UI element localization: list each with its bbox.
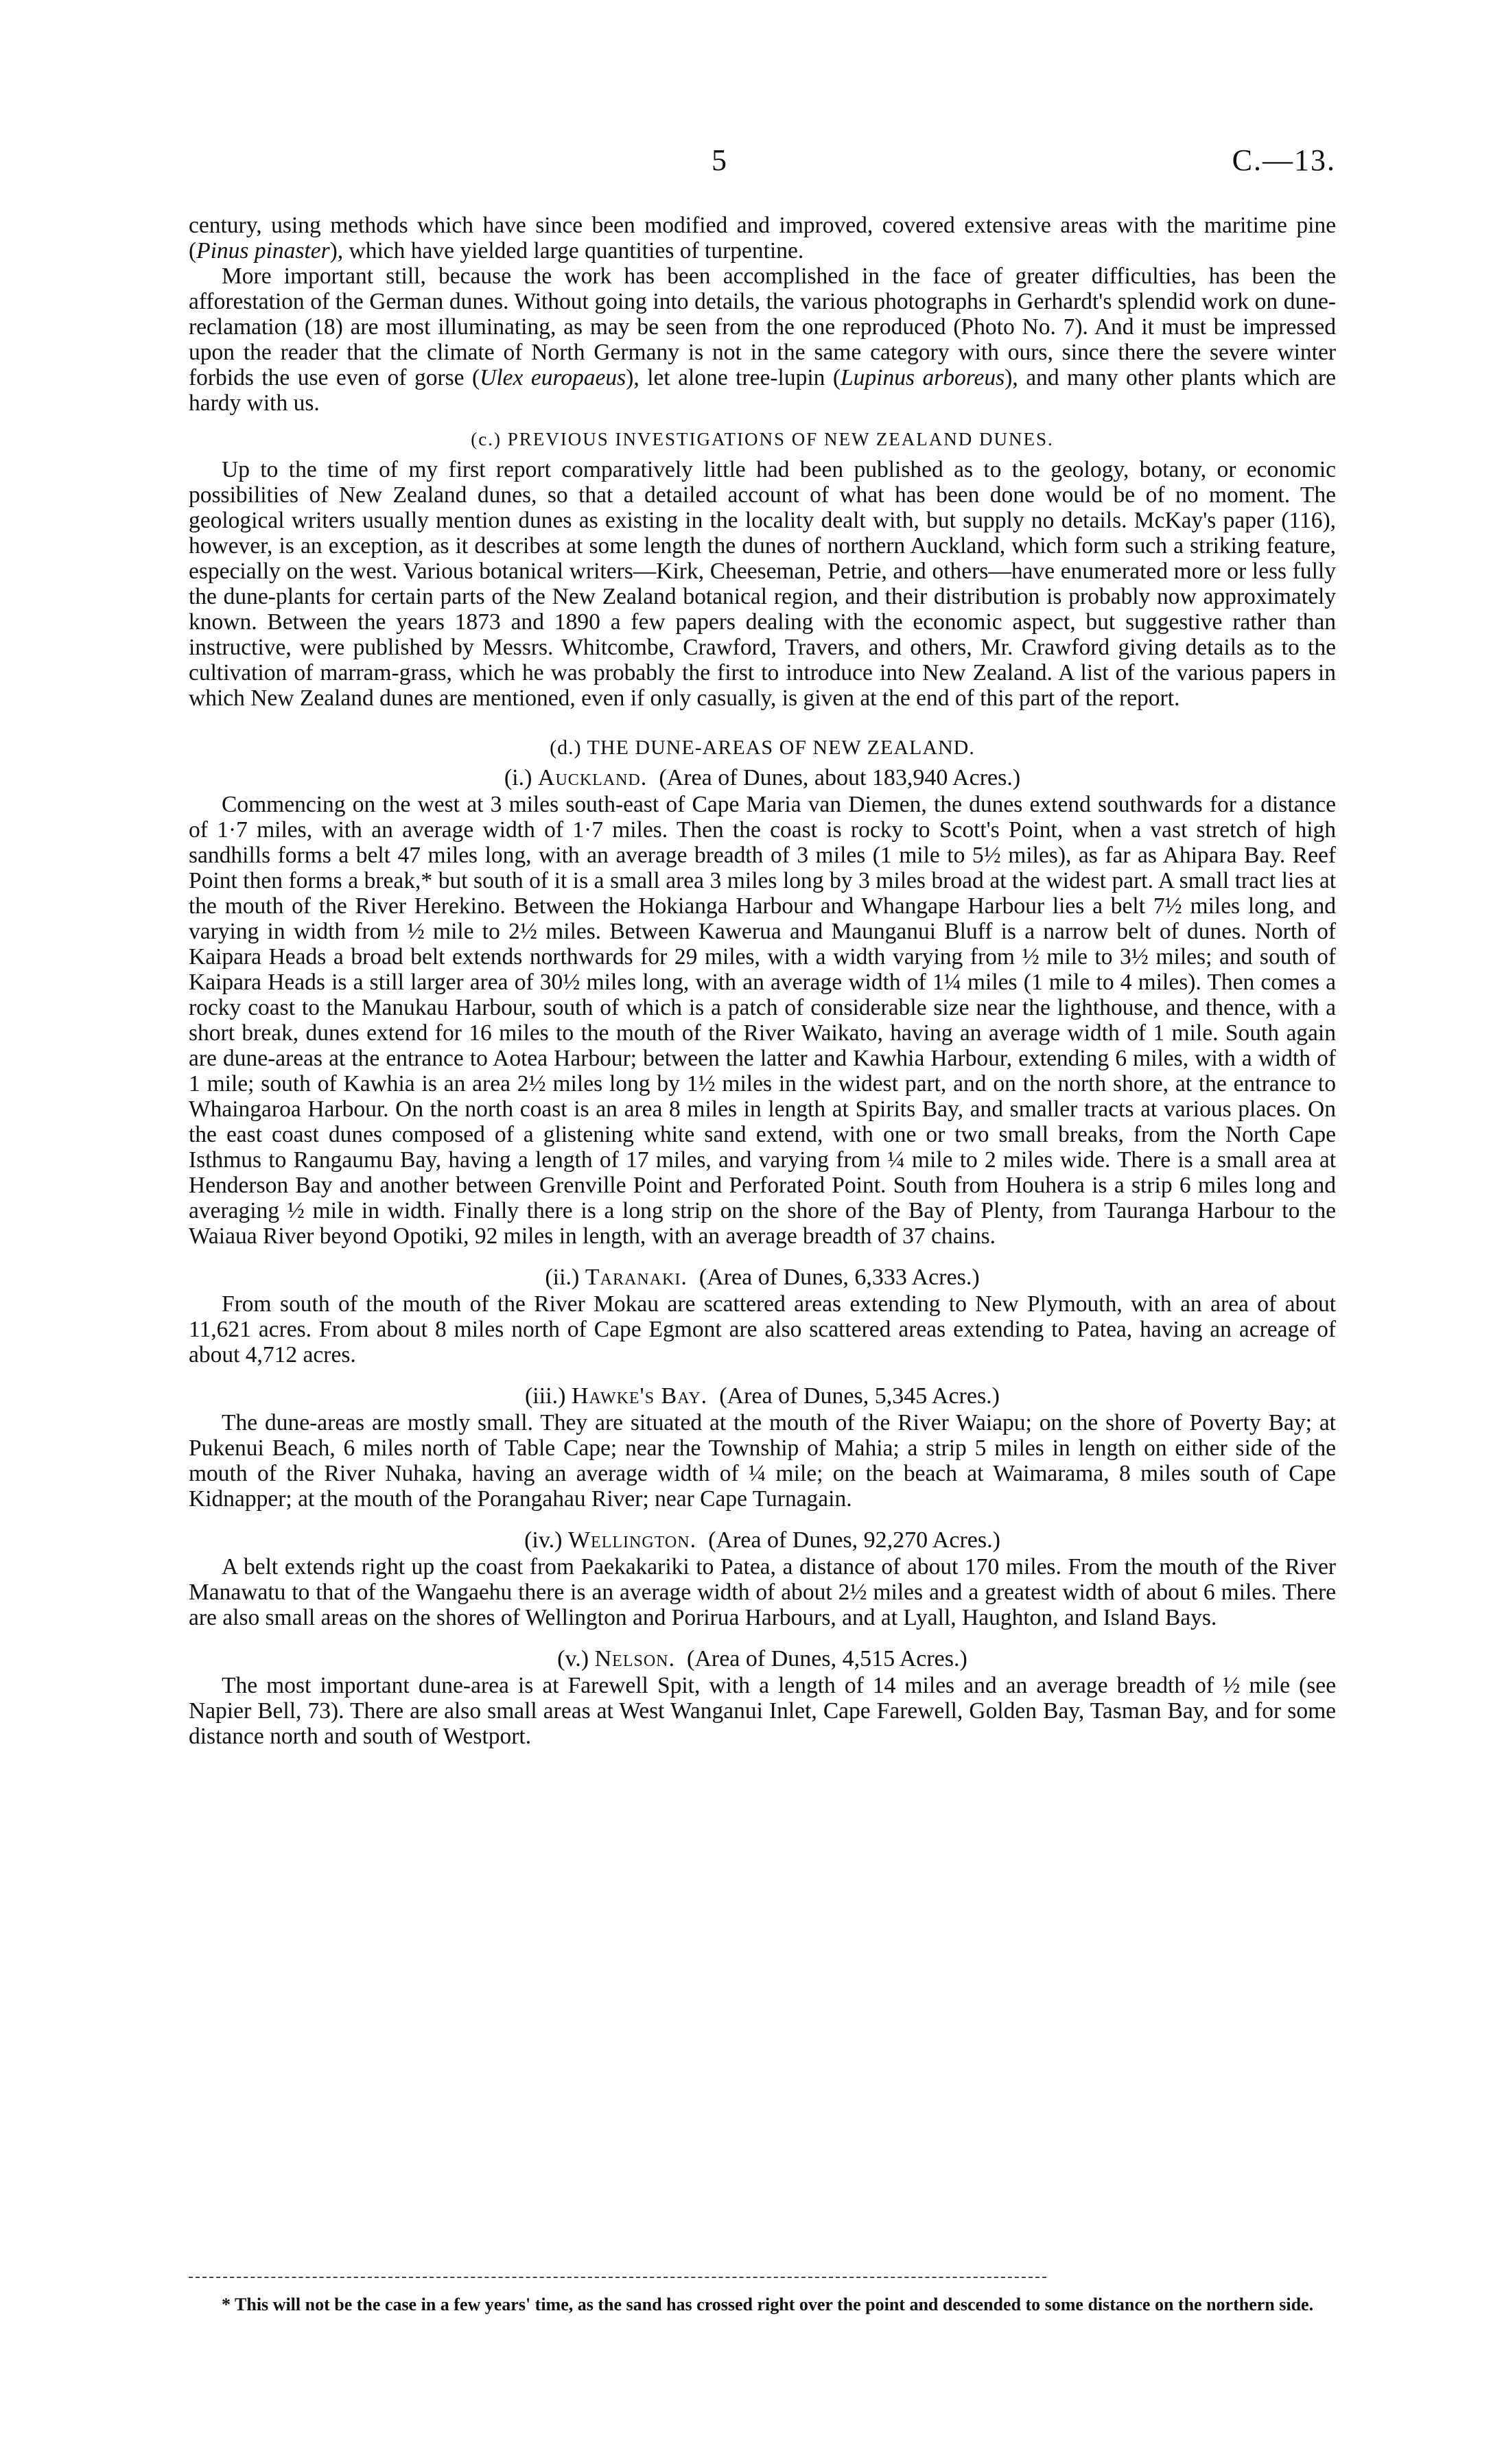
paragraph-nelson: The most important dune-area is at Farewell Spit, with a length of 14 miles and an average breadth of ½ mile (see Napier Bell, 73). There are also small areas at West Wanganui Inlet, Cape Farewell, Golden Bay, Tasman Bay, and for some distance north and south of Westport.: [189, 1673, 1336, 1749]
page-number: 5: [712, 143, 727, 177]
subheading-hawkes-bay: (iii.) Hawke's Bay. (Area of Dunes, 5,345 Acres.): [524, 1383, 1000, 1409]
paragraph-wellington: A belt extends right up the coast from Paekakariki to Patea, a distance of about 170 miles. From the mouth of the River Manawatu to that of the Wangaehu there is an average width of about 2½ miles and a greatest width of about 6 miles. There are also small areas on the shores of Wellington and Porirua Harbours, and at Lyall, Haughton, and Island Bays.: [189, 1554, 1336, 1630]
page-header: [0, 143, 1491, 191]
subheading-auckland: (i.) Auckland. (Area of Dunes, about 183,940 Acres.): [504, 765, 1021, 790]
footnote-divider: [189, 2277, 1046, 2278]
section-heading-previous-investigations: (c.) PREVIOUS INVESTIGATIONS OF NEW ZEALAND DUNES.: [471, 429, 1054, 449]
paragraph-previous-investigations: Up to the time of my first report comparatively little had been published as to the geology, botany, or economic possibilities of New Zealand dunes, so that a detailed account of what has been done would be of no moment. The geological writers usually mention dunes as existing in the locality dealt with, but supply no details. McKay's paper (116), however, is an exception, as it describes at some length the dunes of northern Auckland, which form such a striking feature, especially on the west. Various botanical writers—Kirk, Cheeseman, Petrie, and others—have enumerated more or less fully the dune-plants for certain parts of the New Zealand botanical region, and their distribution is probably now approximately known. Between the years 1873 and 1890 a few papers dealing with the economic aspect, but suggestive rather than instructive, were published by Messrs. Whitcombe, Crawford, Travers, and others, Mr. Crawford giving details as to the cultivation of marram-grass, which he was probably the first to introduce into New Zealand. A list of the various papers in which New Zealand dunes are mentioned, even if only casually, is given at the end of this part of the report.: [189, 457, 1336, 711]
footnote: * This will not be the case in a few years' time, as the sand has crossed right over the point and descended to some distance on the northern side.: [222, 2295, 1314, 2314]
species-name: Lupinus arboreus: [841, 365, 1005, 390]
document-reference: C.—13.: [1232, 143, 1336, 177]
paragraph-auckland: Commencing on the west at 3 miles south-east of Cape Maria van Diemen, the dunes extend southwards for a distance of 1·7 miles, with an average width of 1·7 miles. Then the coast is rocky to Scott's Point, when a vast stretch of high sandhills forms a belt 47 miles long, with an average breadth of 3 miles (1 mile to 5½ miles), as far as Ahipara Bay. Reef Point then forms a break,* but south of it is a small area 3 miles long by 3 miles broad at the widest part. A small tract lies at the mouth of the River Herekino. Between the Hokianga Harbour and Whangape Harbour lies a belt 7½ miles long, and varying in width from ½ mile to 2½ miles. Between Kawerua and Maunganui Bluff is a narrow belt of dunes. North of Kaipara Heads a broad belt extends northwards for 29 miles, with a width varying from ½ mile to 3½ miles; and south of Kaipara Heads is a still larger area of 30½ miles long, with an average width of 1¼ miles (1 mile to 4 miles). Then comes a rocky coast to the Manukau Harbour, south of which is a patch of considerable size near the lighthouse, and thence, with a short break, dunes extend for 16 miles to the mouth of the River Waikato, having an average width of 1 mile. South again are dune-areas at the entrance to Aotea Harbour; between the latter and Kawhia Harbour, extending 6 miles, with a width of 1 mile; south of Kawhia is an area 2½ miles long by 1½ miles in the widest part, and on the north shore, at the entrance to Whaingaroa Harbour. On the north coast is an area 8 miles in length at Spirits Bay, and smaller tracts at various places. On the east coast dunes composed of a glistening white sand extend, with one or two small breaks, from the North Cape Isthmus to Rangaumu Bay, having a length of 17 miles, and varying from ¼ mile to 2 miles wide. There is a small area at Henderson Bay and another between Grenville Point and Perforated Point. South from Houhera is a strip 6 miles long and averaging ½ mile in width. Finally there is a long strip on the shore of the Bay of Plenty, from Tauranga Harbour to the Waiaua River beyond Opotiki, 92 miles in length, with an average breadth of 37 chains.: [189, 792, 1336, 1249]
paragraph-german-dunes: More important still, because the work has been accomplished in the face of greater difficulties, has been the afforestation of the German dunes. Without going into details, the various photographs in Gerhardt's splendid work on dune-reclamation (18) are most illuminating, as may be seen from the one reproduced (Photo No. 7). And it must be impressed upon the reader that the climate of North Germany is not in the same category with ours, since there the severe winter forbids the use even of gorse (Ulex europaeus), let alone tree-lupin (Lupinus arboreus), and many other plants which are hardy with us.: [189, 263, 1336, 416]
species-name: Ulex europaeus: [480, 365, 626, 390]
species-name: Pinus pinaster: [196, 238, 330, 263]
subheading-wellington: (iv.) Wellington. (Area of Dunes, 92,270 Acres.): [524, 1527, 1000, 1553]
subheading-nelson: (v.) Nelson. (Area of Dunes, 4,515 Acres.): [557, 1646, 967, 1671]
body-text: [189, 213, 1336, 1749]
subheading-taranaki: (ii.) Taranaki. (Area of Dunes, 6,333 Acres.): [545, 1265, 980, 1290]
paragraph-taranaki: From south of the mouth of the River Mokau are scattered areas extending to New Plymouth, with an area of about 11,621 acres. From about 8 miles north of Cape Egmont are also scattered areas extending to Patea, having an acreage of about 4,712 acres.: [189, 1291, 1336, 1368]
paragraph-maritime-pine: century, using methods which have since been modified and improved, covered extensive areas with the maritime pine (Pinus pinaster), which have yielded large quantities of turpentine.: [189, 213, 1336, 263]
paragraph-hawkes-bay: The dune-areas are mostly small. They are situated at the mouth of the River Waiapu; on the shore of Poverty Bay; at Pukenui Beach, 6 miles north of Table Cape; near the Township of Mahia; a strip 5 miles in length on either side of the mouth of the River Nuhaka, having an average width of ¼ mile; on the beach at Waimarama, 8 miles south of Cape Kidnapper; at the mouth of the Porangahau River; near Cape Turnagain.: [189, 1410, 1336, 1512]
section-heading-dune-areas: (d.) THE DUNE-AREAS OF NEW ZEALAND.: [550, 736, 975, 759]
